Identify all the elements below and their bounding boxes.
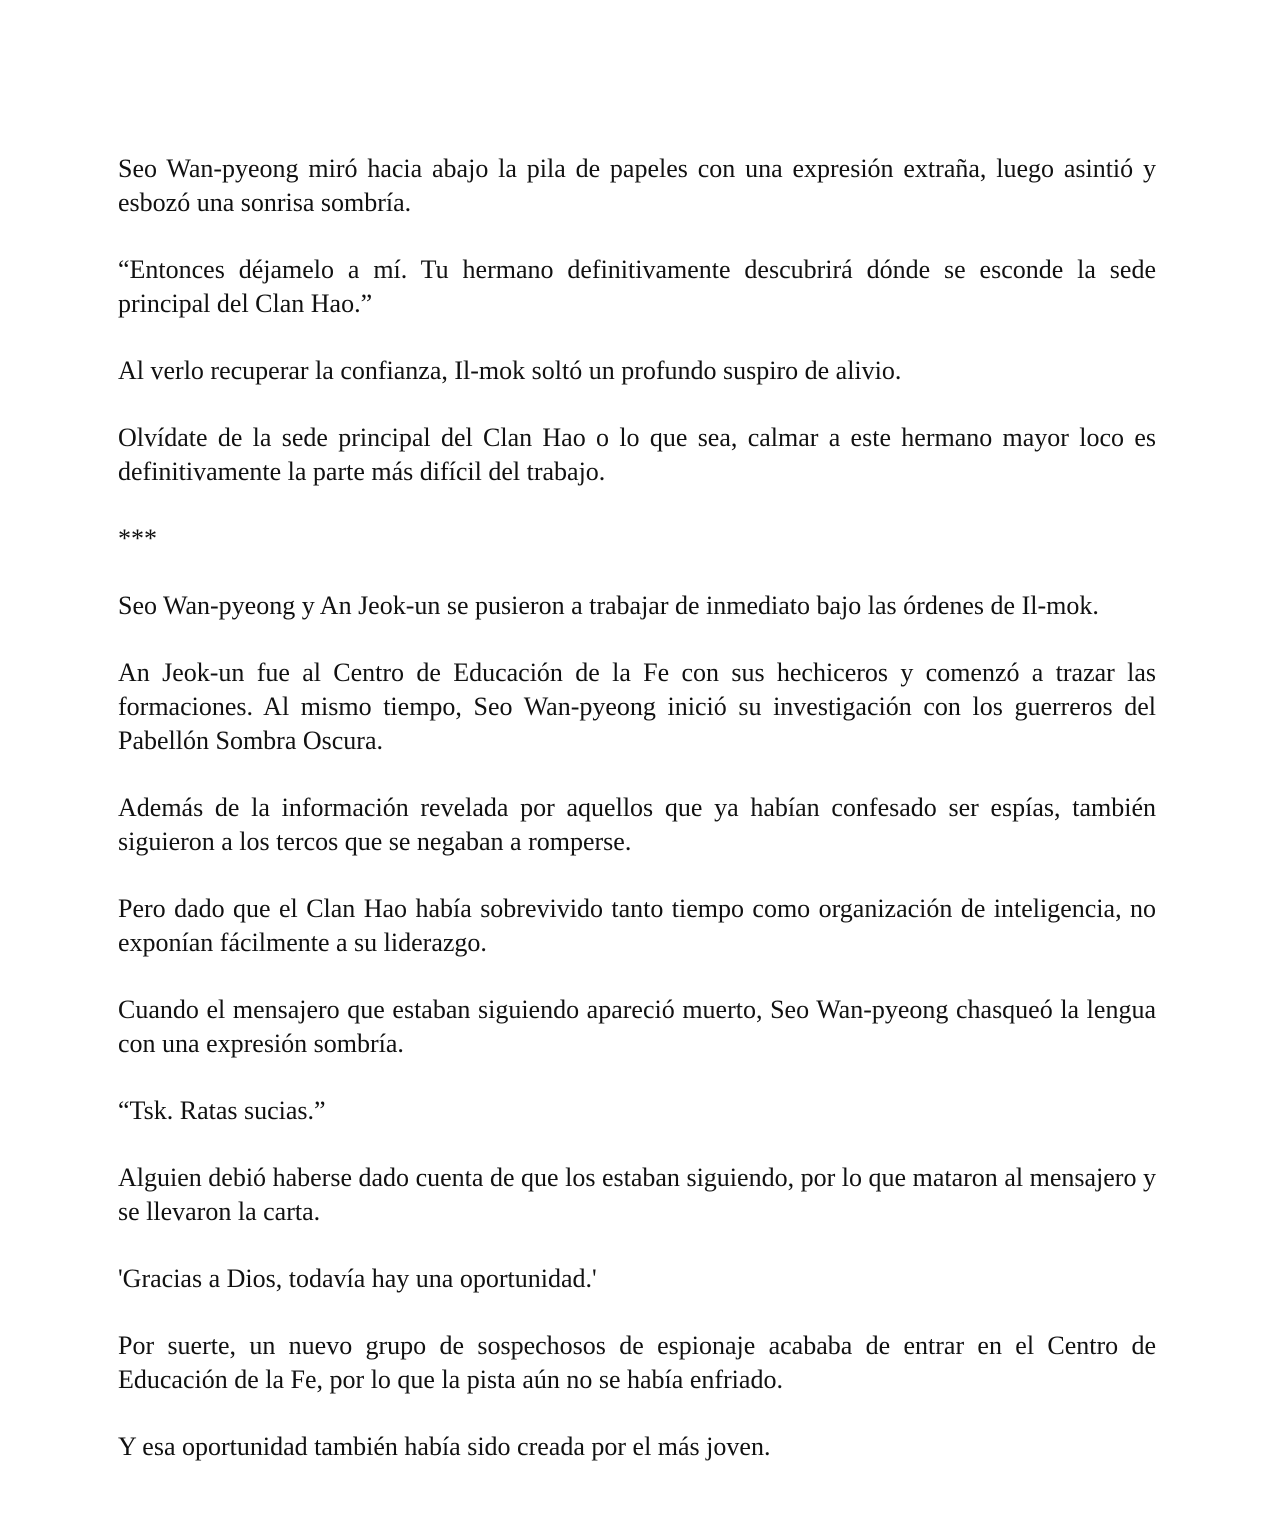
- paragraph-6: An Jeok-un fue al Centro de Educación de la Fe con sus hechiceros y comenzó a trazar las formaciones. Al mismo tiempo, Seo Wan-pyeong inició su investigación con los guerreros del Pabellón Sombra Oscura.: [118, 658, 1156, 755]
- paragraph-12: 'Gracias a Dios, todavía hay una oportunidad.': [118, 1264, 597, 1293]
- paragraph-13: Por suerte, un nuevo grupo de sospechosos de espionaje acababa de entrar en el Centro de Educación de la Fe, por lo que la pista aún no se había enfriado.: [118, 1331, 1156, 1394]
- paragraph-4: Olvídate de la sede principal del Clan Hao o lo que sea, calmar a este hermano mayor loco es definitivamente la parte más difícil del trabajo.: [118, 423, 1156, 486]
- paragraph-3: Al verlo recuperar la confianza, Il-mok soltó un profundo suspiro de alivio.: [118, 356, 902, 385]
- paragraph-8: Pero dado que el Clan Hao había sobrevivido tanto tiempo como organización de inteligencia, no exponían fácilmente a su liderazgo.: [118, 894, 1156, 957]
- paragraph-11: Alguien debió haberse dado cuenta de que los estaban siguiendo, por lo que mataron al mensajero y se llevaron la carta.: [118, 1163, 1156, 1226]
- document-page: [118, 152, 1156, 1497]
- section-break: ***: [118, 524, 157, 553]
- paragraph-1: Seo Wan-pyeong miró hacia abajo la pila de papeles con una expresión extraña, luego asintió y esbozó una sonrisa sombría.: [118, 154, 1156, 217]
- paragraph-10: “Tsk. Ratas sucias.”: [118, 1096, 326, 1125]
- paragraph-14: Y esa oportunidad también había sido creada por el más joven.: [118, 1432, 771, 1461]
- paragraph-7: Además de la información revelada por aquellos que ya habían confesado ser espías, también siguieron a los tercos que se negaban a romperse.: [118, 793, 1156, 856]
- paragraph-2: “Entonces déjamelo a mí. Tu hermano definitivamente descubrirá dónde se esconde la sede principal del Clan Hao.”: [118, 255, 1156, 318]
- paragraph-5: Seo Wan-pyeong y An Jeok-un se pusieron a trabajar de inmediato bajo las órdenes de Il-mok.: [118, 591, 1099, 620]
- paragraph-9: Cuando el mensajero que estaban siguiendo apareció muerto, Seo Wan-pyeong chasqueó la lengua con una expresión sombría.: [118, 995, 1156, 1058]
